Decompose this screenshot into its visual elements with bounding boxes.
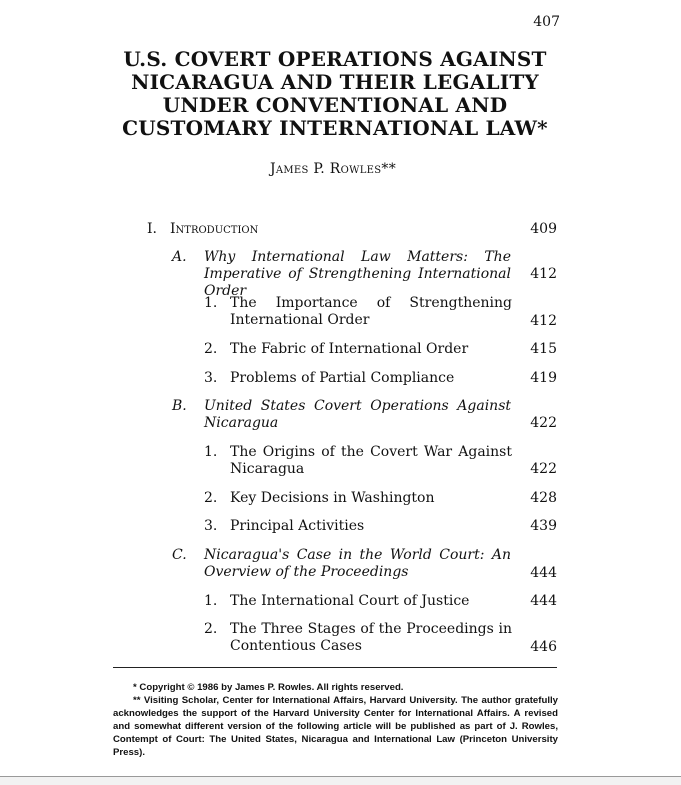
toc-number: 2.	[204, 341, 218, 357]
toc-number: C.	[172, 547, 187, 563]
toc-title: The Origins of the Covert War Against Nicaragua	[230, 444, 512, 477]
toc-page: 412	[530, 313, 557, 329]
toc-title: Nicaragua's Case in the World Court: An Overview of the Proceedings	[204, 547, 511, 580]
title-line: U.S. COVERT OPERATIONS AGAINST	[123, 47, 547, 71]
toc-title: The International Court of Justice	[230, 593, 470, 609]
toc-number: 2.	[204, 490, 218, 506]
title-line: CUSTOMARY INTERNATIONAL LAW*	[122, 116, 548, 140]
toc-number: 3.	[204, 370, 218, 386]
toc-page: 444	[530, 565, 557, 581]
toc-page: 422	[530, 415, 557, 431]
toc-number: 1.	[204, 593, 218, 609]
footnote-copyright: * Copyright © 1986 by James P. Rowles. All rights reserved.	[133, 682, 404, 693]
toc-page: 422	[530, 461, 557, 477]
toc-title: Why International Law Matters: The Imperative of Strengthening International Order	[204, 249, 511, 299]
toc-page: 439	[530, 518, 557, 534]
toc-page: 446	[530, 639, 557, 655]
toc-page: 415	[530, 341, 557, 357]
toc-number: A.	[172, 249, 187, 265]
toc-title: The Three Stages of the Proceedings in Contentious Cases	[230, 621, 512, 654]
toc-page: 444	[530, 593, 557, 609]
toc-title: Principal Activities	[230, 518, 365, 534]
toc-title: Problems of Partial Compliance	[230, 370, 455, 386]
toc-title: Introduction	[170, 221, 259, 237]
author-byline: James P. Rowles**	[269, 161, 397, 177]
footnote-rule	[113, 667, 557, 668]
toc-page: 409	[530, 221, 557, 237]
toc-title: Key Decisions in Washington	[230, 490, 435, 506]
toc-number: 3.	[204, 518, 218, 534]
article-title	[100, 48, 570, 140]
toc-page: 412	[530, 266, 557, 282]
toc-title: United States Covert Operations Against Nicaragua	[204, 398, 511, 431]
toc-number: I.	[147, 221, 157, 237]
toc-title: The Importance of Strengthening International Order	[230, 295, 512, 328]
page-bottom-edge	[0, 776, 681, 785]
footnotes	[113, 681, 558, 759]
toc-page: 428	[530, 490, 557, 506]
toc-number: 1.	[204, 295, 218, 311]
toc-number: 2.	[204, 621, 218, 637]
title-line: UNDER CONVENTIONAL AND	[162, 93, 508, 117]
footnote-author: ** Visiting Scholar, Center for International Affairs, Harvard University. The author gratefully acknowledges the support of the Harvard University Center for International Affairs. A revised and somewhat different version of the following article will be published as part of J. Rowles, Contempt of Court: The United States, Nicaragua and International Law (Princeton University Press).	[113, 695, 558, 758]
toc-page: 419	[530, 370, 557, 386]
page-number: 407	[533, 14, 560, 30]
toc-number: B.	[172, 398, 187, 414]
toc-title: The Fabric of International Order	[230, 341, 469, 357]
title-line: NICARAGUA AND THEIR LEGALITY	[131, 70, 539, 94]
toc-number: 1.	[204, 444, 218, 460]
